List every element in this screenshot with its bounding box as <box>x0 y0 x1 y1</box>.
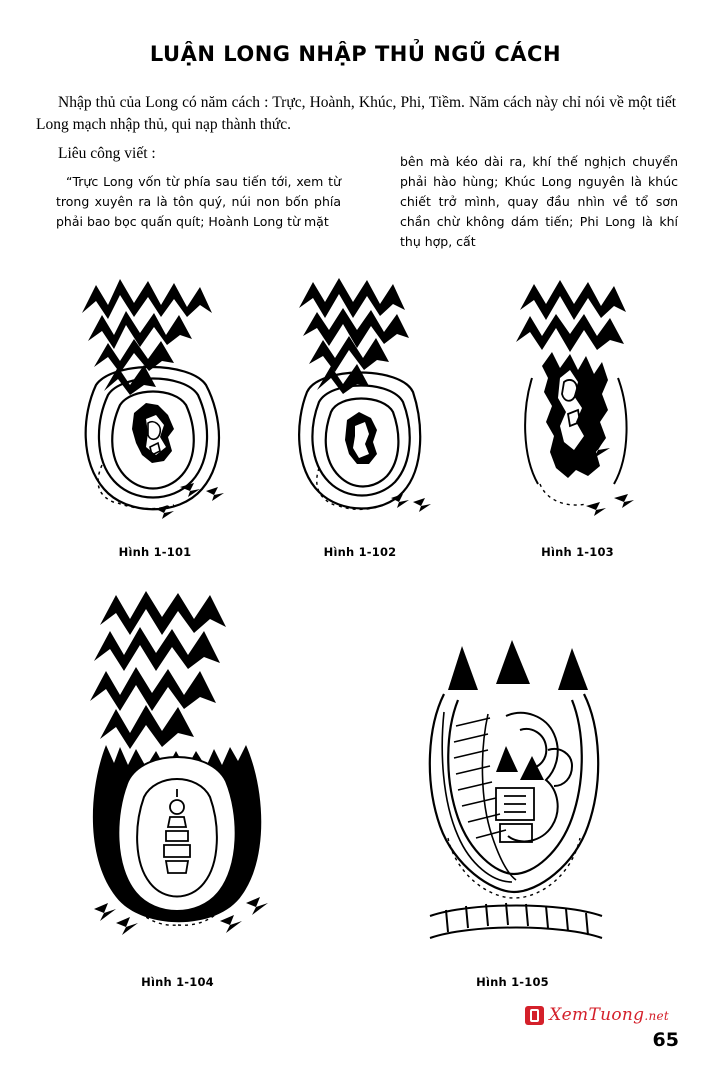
figure-1-101-drawing <box>60 265 250 530</box>
figure-1-102 <box>275 270 445 530</box>
figure-1-105-drawing <box>400 630 625 965</box>
watermark-logo-icon <box>525 1006 544 1025</box>
lead-paragraph: Liêu công viết : <box>58 145 156 162</box>
figure-1-101-caption: Hình 1-101 <box>118 545 192 559</box>
figure-1-102-caption: Hình 1-102 <box>323 545 397 559</box>
intro-paragraph: Nhập thủ của Long có năm cách : Trực, Hoành, Khúc, Phi, Tiềm. Năm cách này chỉ nói về một tiết Long mạch nhập thủ, qui nạp thành thức. <box>36 94 676 134</box>
figure-1-104-drawing <box>70 585 285 955</box>
figure-1-104-caption: Hình 1-104 <box>141 975 214 989</box>
watermark-text: XemTuong.net <box>549 1005 669 1025</box>
figure-1-102-drawing <box>275 270 445 530</box>
page-number: 65 <box>652 1029 679 1051</box>
figure-1-104 <box>70 585 285 955</box>
page-title: LUẬN LONG NHẬP THỦ NGŨ CÁCH <box>149 42 562 66</box>
figure-1-103-drawing <box>490 270 665 530</box>
body-column-right: bên mà kéo dài ra, khí thế nghịch chuyển phải hào hùng; Khúc Long nguyên là khúc chiết trở mình, quay đầu nhìn về tổ sơn chần chừ không dám tiến; Phi Long là khí thụ hợp, cất <box>400 154 678 249</box>
watermark <box>525 1005 669 1025</box>
figure-1-105 <box>400 630 625 965</box>
figure-1-101 <box>60 265 250 530</box>
figure-1-103 <box>490 270 665 530</box>
figure-1-103-caption: Hình 1-103 <box>541 545 614 559</box>
figure-1-105-caption: Hình 1-105 <box>476 975 549 989</box>
body-column-left: “Trực Long vốn từ phía sau tiến tới, xem từ trong xuyên ra là tôn quý, núi non bốn phía phải bao bọc quấn quít; Hoành Long từ mặt <box>56 174 341 229</box>
